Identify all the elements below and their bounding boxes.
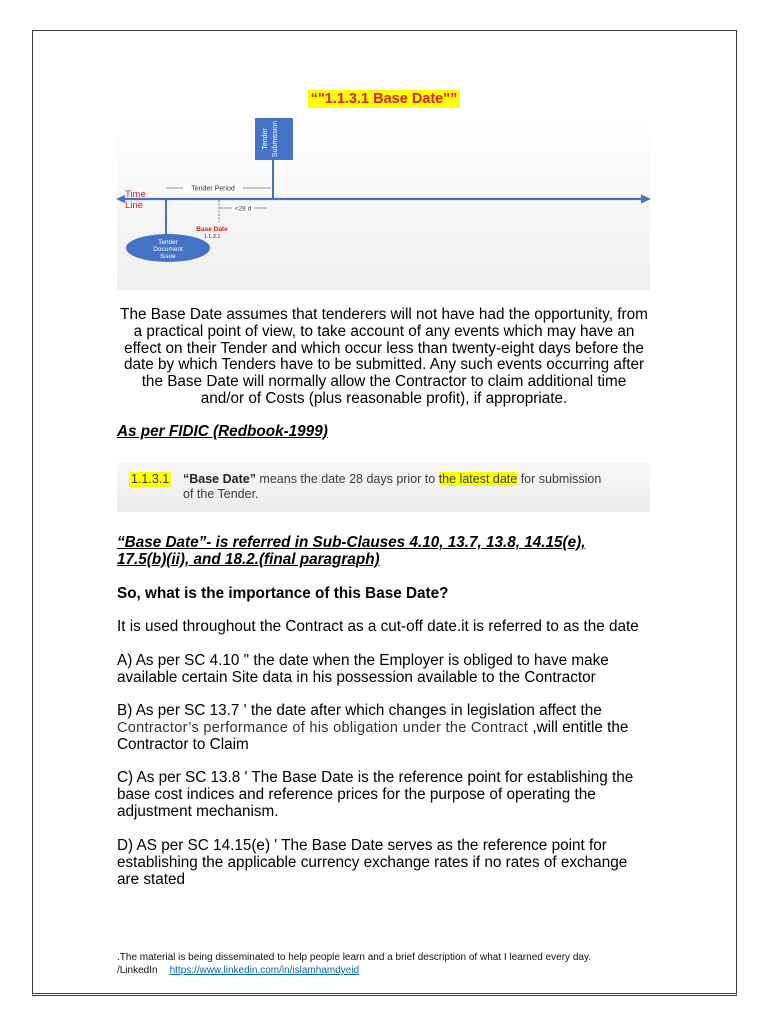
fidic-heading: As per FIDIC (Redbook-1999)	[117, 423, 328, 440]
less-than-28-days-label: <28 d	[234, 205, 252, 213]
intro-line: the Base Date will normally allow the Contractor to claim additional time	[141, 373, 627, 391]
time-line-label-line: Line	[125, 200, 143, 211]
clause-definition-line-1	[183, 472, 601, 487]
list-item-line: are stated	[117, 870, 186, 888]
fidic-clause-excerpt	[117, 462, 650, 512]
intro-line: date by which Tenders have to be submitted. Any such events occurring after	[123, 356, 645, 374]
list-item-line: B) As per SC 13.7 ' the date after which changes in legislation affect the	[117, 702, 602, 719]
intro-line: a practical point of view, to take account of any events which may have an	[133, 322, 635, 340]
list-item-b	[117, 703, 628, 753]
base-date-timeline-diagram	[110, 112, 660, 292]
base-date-label: Base Date	[196, 226, 228, 233]
clause-text-after: for submission	[517, 472, 602, 486]
cutoff-statement: It is used throughout the Contract as a cut-off date.it is referred to as the date	[117, 618, 639, 635]
time-line-label-time: Time	[125, 189, 146, 200]
intro-paragraph	[0, 307, 768, 408]
diagram-background	[117, 112, 650, 290]
clause-highlight: the latest date	[438, 472, 518, 486]
list-item-line: adjustment mechanism.	[117, 802, 279, 820]
intro-line: effect on their Tender and which occur less than twenty-eight days before the	[124, 339, 644, 357]
clause-term: “Base Date”	[183, 472, 256, 486]
clause-number: 1.1.3.1	[131, 472, 170, 486]
list-item-line: base cost indices and reference prices for the purpose of operating the	[117, 785, 596, 803]
list-item-line: A) As per SC 4.10 " the date when the Employer is obliged to have make	[117, 652, 609, 669]
referred-line: 17.5(b)(ii), and 18.2.(final paragraph)	[117, 550, 380, 568]
quoted-clause-text: Contractor’s performance of his obligation under the Contract	[117, 719, 529, 736]
list-item-d	[117, 838, 627, 888]
tender-submission-label-line-2: Submission	[272, 120, 279, 158]
intro-line: and/or of Costs (plus reasonable profit), if appropriate.	[200, 389, 568, 407]
page-footer	[117, 951, 591, 977]
list-item-line	[117, 720, 628, 737]
list-item-line: available certain Site data in his possession available to the Contractor	[117, 668, 596, 686]
tender-period-label: Tender Period	[191, 185, 235, 193]
page-title-text: “"1.1.3.1 Base Date"”	[308, 90, 461, 108]
base-date-clause-label: 1.1.3.1	[203, 234, 221, 240]
list-item-c	[117, 770, 633, 820]
linkedin-label: /LinkedIn	[117, 965, 158, 976]
list-item-line: D) AS per SC 14.15(e) ' The Base Date serves as the reference point for	[117, 837, 607, 854]
tender-submission-label-line-1: Tender	[262, 128, 269, 150]
referred-sub-clauses	[117, 535, 585, 569]
intro-line: The Base Date assumes that tenderers will not have had the opportunity, from	[120, 306, 648, 323]
page-title	[0, 90, 768, 108]
list-item-a	[117, 653, 609, 687]
clause-definition-line-2: of the Tender.	[183, 487, 259, 501]
list-item-line: Contractor to Claim	[117, 735, 249, 753]
importance-question: So, what is the importance of this Base Date?	[117, 585, 449, 602]
list-item-line-rest: ,will entitle the	[528, 718, 629, 736]
referred-line: “Base Date”- is referred in Sub-Clauses 4.10, 13.7, 13.8, 14.15(e),	[117, 534, 586, 551]
tender-document-issue-label-line-3: Issue	[160, 253, 176, 260]
linkedin-link[interactable]: https://www.linkedin.com/in/islamhamdyeid	[169, 965, 360, 976]
tender-document-issue-label-line-1: Tender	[158, 239, 178, 246]
tender-document-issue-label-line-2: Document	[153, 246, 183, 253]
footer-note: .The material is being disseminated to help people learn and a brief description of what I learned every day.	[117, 952, 591, 963]
clause-text-before: means the date 28 days prior to	[255, 472, 439, 486]
list-item-line: C) As per SC 13.8 ' The Base Date is the reference point for establishing the	[117, 769, 634, 786]
list-item-line: establishing the applicable currency exchange rates if no rates of exchange	[117, 853, 628, 871]
footer-linkedin-row	[117, 964, 591, 977]
